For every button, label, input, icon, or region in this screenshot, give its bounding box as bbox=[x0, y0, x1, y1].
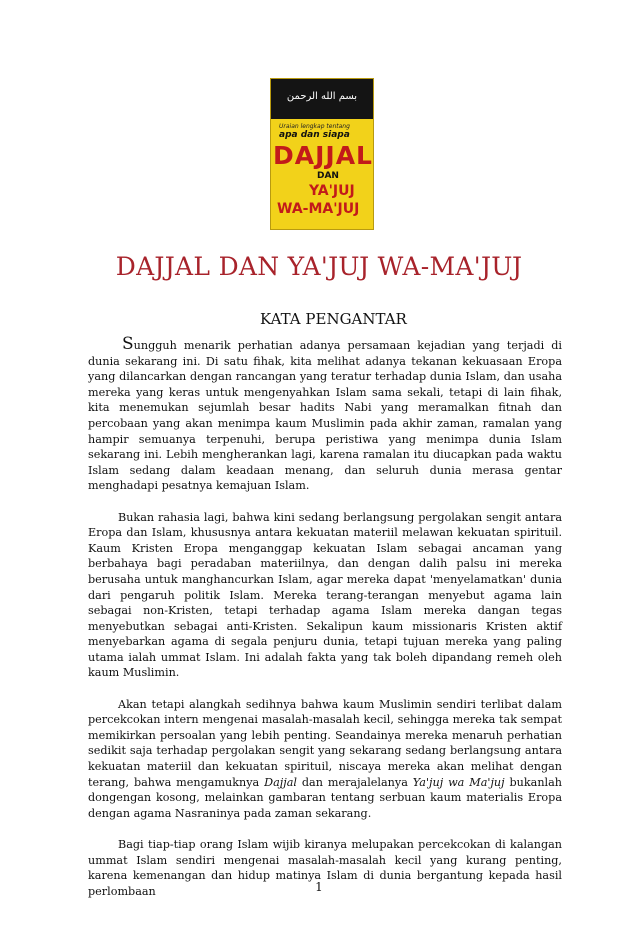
cover-title-dajjal: DAJJAL bbox=[273, 141, 373, 170]
book-cover-image bbox=[270, 78, 374, 230]
cover-subtitle: apa dan siapa bbox=[279, 130, 350, 140]
page-number: 1 bbox=[315, 880, 323, 894]
paragraph-4: Bagi tiap-tiap orang Islam wijib kiranya melupakan percekcokan di kalangan ummat Islam sendiri mengenai masalah-masalah kecil yang kurang penting, karena kemenangan dan hidup matinya Islam di dunia bergantung kepada hasil perlombaan bbox=[88, 838, 562, 898]
paragraph-3-text-a: Akan tetapi alangkah sedihnya bahwa kaum Muslimin sendiri terlibat dalam percekcokan intern mengenai masalah-masalah kecil, sehingga mereka tak sempat memikirkan persoalan yang lebih penting. Seandainya mereka menaruh perhatian sedikit saja terhadap pergolakan sengit yang sekarang sedang berlangsung antara kekuatan materiil dan kekuatan spirituil, niscaya mereka akan melihat dengan terang, bahwa mengamuknya bbox=[88, 697, 562, 789]
cover-title-dan: DAN bbox=[317, 171, 339, 181]
cover-title-yajuj: YA'JUJ bbox=[309, 183, 355, 199]
section-heading: KATA PENGANTAR bbox=[260, 310, 407, 328]
paragraph-1 bbox=[88, 334, 562, 494]
drop-cap: S bbox=[122, 334, 134, 354]
cover-arabic-calligraphy: بسم الله الرحمن bbox=[286, 91, 358, 102]
term-yajuj-majuj: Ya'juj wa Ma'juj bbox=[412, 775, 505, 789]
paragraph-1-text: ungguh menarik perhatian adanya persamaan kejadian yang terjadi di dunia sekarang ini. Di satu fihak, kita melihat adanya tekanan kekuasaan Eropa yang dilancarkan dengan rancangan yang teratur terhadap dunia Islam, dan usaha mereka yang keras untuk mengenyahkan Islam sama sekali, tetapi di lain fihak, kita menemukan sejumlah besar hadits Nabi yang meramalkan fitnah dan percobaan yang akan menimpa kaum Muslimin pada akhir zaman, ramalan yang hampir semuanya terpenuhi, berupa peristiwa yang menimpa dunia Islam sekarang ini. Lebih mengherankan lagi, karena ramalan itu diucapkan pada waktu Islam sedang dalam keadaan menang, dan seluruh dunia merasa gentar menghadapi pesatnya kemajuan Islam. bbox=[88, 339, 562, 493]
cover-subtitle-small: Uraian lengkap tentang bbox=[279, 123, 350, 130]
paragraph-3-text-c: bukanlah dongengan kosong, melainkan gambaran tentang serbuan kaum materialis Eropa dengan agama Nasraninya pada zaman sekarang. bbox=[88, 775, 562, 820]
cover-title-wamajuj: WA-MA'JUJ bbox=[277, 201, 360, 217]
document-title: DAJJAL DAN YA'JUJ WA-MA'JUJ bbox=[115, 252, 523, 281]
paragraph-3-text-b: dan merajalelanya bbox=[296, 775, 413, 789]
paragraph-2: Bukan rahasia lagi, bahwa kini sedang berlangsung pergolakan sengit antara Eropa dan Islam, khususnya antara kekuatan materiil melawan kekuatan spirituil. Kaum Kristen Eropa menganggap kekuatan Islam sebagai ancaman yang berbahaya bagi peradaban materiilnya, dan dengan dalih palsu ini mereka berusaha untuk manghancurkan Islam, agar mereka dapat 'menyelamatkan' dunia dari pengaruh politik Islam. Mereka terang-terangan menyebut agama lain sebagai non-Kristen, tetapi terhadap agama Islam mereka dangan tegas menyebutkan sebagai anti-Kristen. Sekalipun kaum missionaris Kristen aktif menyebarkan agama di segala penjuru dunia, tetapi tujuan mereka yang paling utama ialah ummat Islam. Ini adalah fakta yang tak boleh dipandang remeh oleh kaum Muslimin. bbox=[88, 510, 562, 680]
term-dajjal: Dajjal bbox=[264, 775, 297, 789]
paragraph-3 bbox=[88, 697, 562, 822]
body-text bbox=[88, 334, 562, 915]
